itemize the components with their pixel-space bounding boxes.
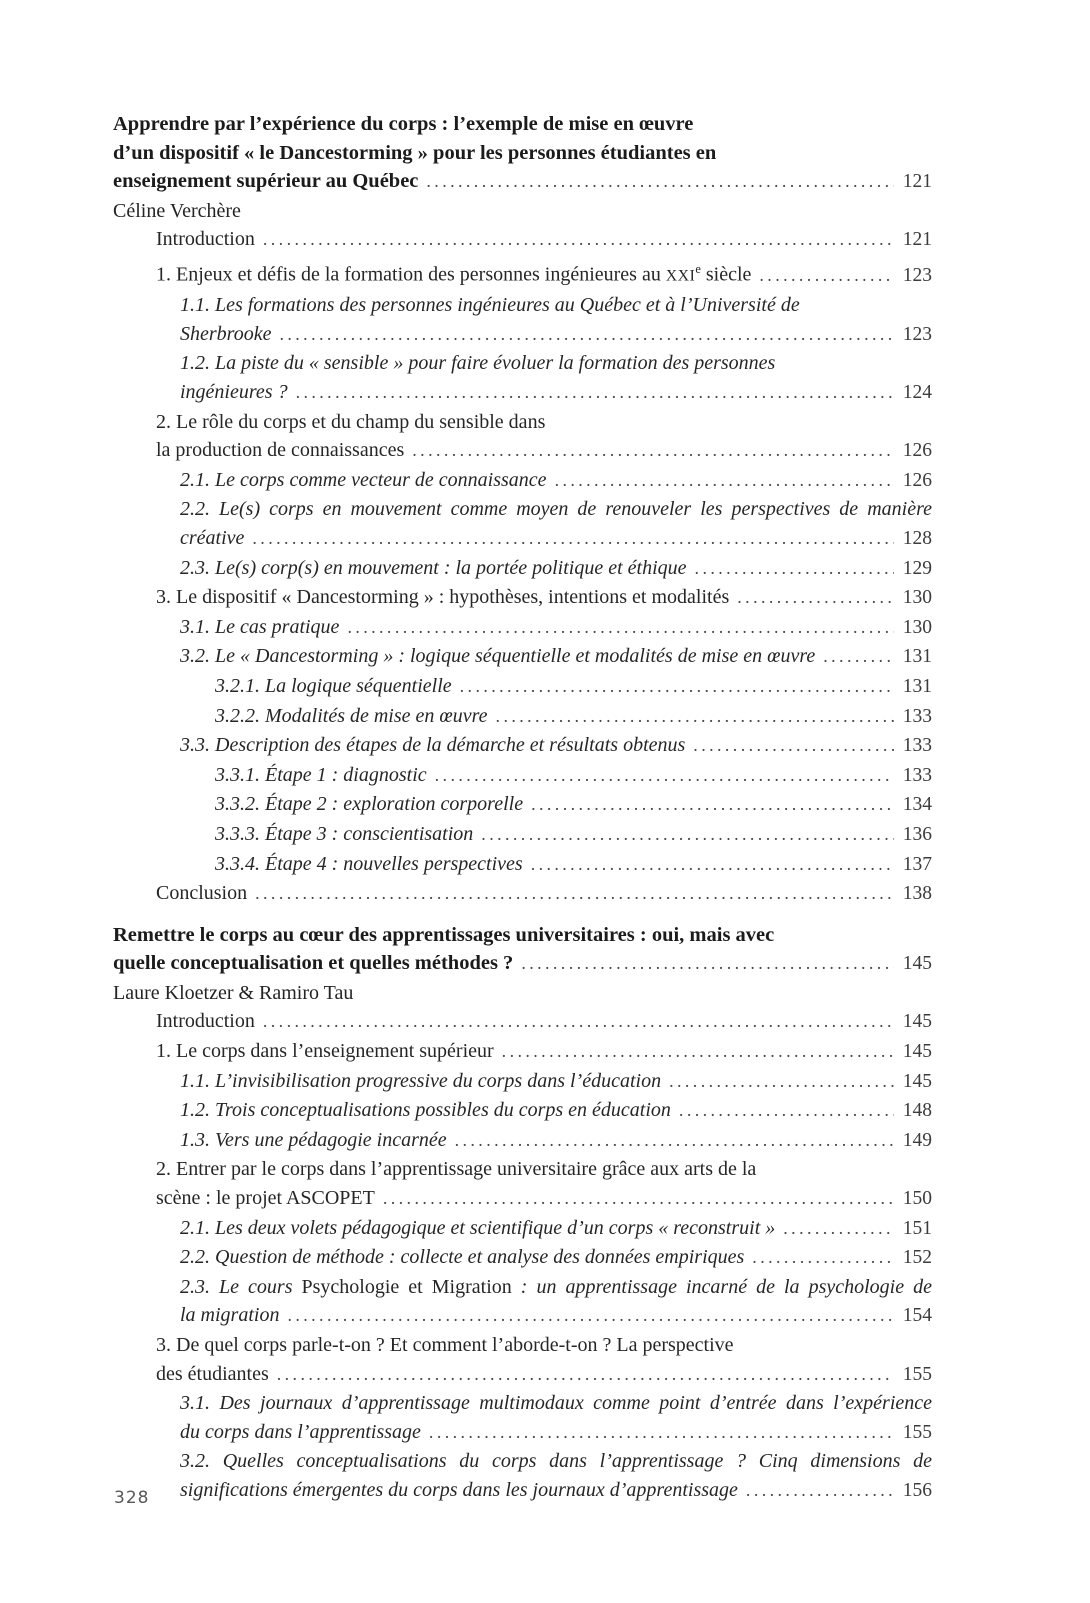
dot-leader <box>279 320 894 349</box>
text-segment: 2.2. Question de méthode : collecte et analyse des données empiriques <box>180 1246 745 1269</box>
toc-entry-line <box>215 820 932 850</box>
page-ref: 133 <box>902 705 932 727</box>
text-segment: 1.2. Trois conceptualisations possibles du corps en éducation <box>180 1099 671 1122</box>
toc-entry-line <box>180 1126 932 1156</box>
toc-entry-line-text <box>180 731 685 760</box>
toc-entry-line-text <box>180 1418 421 1447</box>
toc-entry-line-text <box>180 352 775 374</box>
toc-entry <box>113 672 932 702</box>
text-segment: quelle conceptualisation et quelles méthodes ? <box>113 952 514 975</box>
toc-entry <box>113 790 932 820</box>
toc-entry-line-text <box>180 524 244 553</box>
text-segment: d’un dispositif « le Dancestorming » pour les personnes étudiantes en <box>113 141 717 164</box>
text-segment: 3.2.2. Modalités de mise en œuvre <box>215 704 488 727</box>
text-segment: 2.3. Le(s) corp(s) en mouvement : la portée politique et éthique <box>180 556 687 579</box>
toc-entry-line <box>180 1273 932 1302</box>
dot-leader <box>746 1476 894 1505</box>
toc-entry-line <box>156 1184 932 1214</box>
page-ref: 145 <box>902 953 932 975</box>
page-ref: 136 <box>902 823 932 845</box>
page-ref: 145 <box>902 1041 932 1063</box>
text-segment: Conclusion <box>156 882 248 905</box>
text-segment: : un apprentissage incarné de la psychologie de <box>511 1275 932 1298</box>
toc-entry-line <box>180 1447 932 1476</box>
toc-entry-line-text <box>215 790 523 819</box>
text-segment: 1.3. Vers une pédagogie incarnée <box>180 1128 447 1151</box>
toc-entry-line <box>180 1067 932 1097</box>
page-ref: 133 <box>902 735 932 757</box>
text-segment: scène : le projet ASCOPET <box>156 1187 375 1210</box>
toc-entry-line <box>215 672 932 702</box>
toc-entry <box>113 1067 932 1097</box>
dot-leader <box>435 761 894 790</box>
text-segment: Introduction <box>156 228 255 251</box>
dot-leader <box>531 850 894 879</box>
toc-entry <box>113 466 932 496</box>
toc-entry <box>113 1273 932 1331</box>
dot-leader <box>296 378 894 407</box>
toc-entry-line-text <box>215 850 523 879</box>
toc-entry-line-text <box>156 1007 255 1036</box>
toc-entry-line-text <box>180 642 815 671</box>
toc-entry <box>113 879 932 909</box>
chapter-author: Céline Verchère <box>113 199 241 222</box>
page-ref: 128 <box>902 527 932 549</box>
dot-leader <box>693 731 894 760</box>
text-segment: 3.3.1. Étape 1 : diagnostic <box>215 763 427 786</box>
text-segment: 3. Le dispositif « Dancestorming » : hypothèses, intentions et modalités <box>156 586 730 609</box>
toc-entry-line <box>180 1096 932 1126</box>
text-segment: 1. Enjeux et défis de la formation des personnes ingénieures au <box>156 263 666 286</box>
toc-entry <box>113 583 932 613</box>
toc-entry-line <box>156 1007 932 1037</box>
toc-entry-line <box>180 1418 932 1448</box>
text-segment: 1.1. L’invisibilisation progressive du corps dans l’éducation <box>180 1069 662 1092</box>
text-segment: 3.2. Le « Dancestorming » : logique séquentielle et modalités de mise en œuvre <box>180 645 816 668</box>
text-segment: 1.2. La piste du « sensible » pour faire évoluer la formation des personnes <box>180 352 776 375</box>
text-segment: 3.3.3. Étape 3 : conscientisation <box>215 822 474 845</box>
text-segment: du corps dans l’apprentissage <box>180 1420 421 1443</box>
toc-entry-line <box>180 613 932 643</box>
toc-entry <box>113 1007 932 1037</box>
dot-leader <box>759 261 894 290</box>
text-segment: créative <box>180 526 245 549</box>
toc-entry-line <box>180 291 932 320</box>
chapter-title-line-text <box>113 142 716 164</box>
toc-entry-line <box>180 1476 932 1506</box>
toc-entry-line <box>156 1037 932 1067</box>
text-segment: Introduction <box>156 1010 255 1033</box>
page-ref: 155 <box>902 1363 932 1385</box>
text-segment: 2.1. Les deux volets pédagogique et scientifique d’un corps « reconstruit » <box>180 1216 776 1239</box>
toc-entry <box>113 1331 932 1389</box>
chapter-title-line <box>113 139 932 168</box>
toc-entry <box>113 495 932 553</box>
toc-entry-line <box>180 1389 932 1418</box>
dot-leader <box>460 672 894 701</box>
toc-entry-line <box>215 850 932 880</box>
toc-entry-line-text <box>180 554 687 583</box>
toc-entry-line-text <box>180 466 547 495</box>
toc-entry-line-text <box>180 1096 671 1125</box>
toc-entry-line-text <box>180 1243 744 1272</box>
toc-entry <box>113 225 932 255</box>
dot-leader <box>679 1096 894 1125</box>
dot-leader <box>531 790 894 819</box>
text-segment: Psychologie et Migration <box>301 1275 512 1298</box>
dot-leader <box>263 1007 894 1036</box>
text-segment: 2.3. Le cours <box>180 1275 302 1298</box>
page-ref: 156 <box>902 1479 932 1501</box>
text-segment: 3.2. Quelles conceptualisations du corps dans l’apprentissage ? Cinq dimensions de <box>180 1450 932 1473</box>
dot-leader <box>737 583 894 612</box>
text-segment: ingénieures ? <box>180 381 288 403</box>
page-ref: 130 <box>902 616 932 638</box>
text-segment: 2.1. Le corps comme vecteur de connaissance <box>180 468 547 491</box>
toc-entry-line-text <box>180 1476 738 1505</box>
text-segment: Apprendre par l’expérience du corps : l’exemple de mise en œuvre <box>113 113 694 135</box>
text-segment: XXI <box>665 267 696 285</box>
dot-leader <box>383 1184 894 1213</box>
chapter-title-line-text <box>113 949 513 978</box>
chapter-title-line <box>113 921 932 950</box>
page-ref: 154 <box>902 1305 932 1327</box>
text-segment: 3.3.2. Étape 2 : exploration corporelle <box>215 793 524 816</box>
toc-entry-line-text <box>180 1067 661 1096</box>
toc-entry-line-text <box>156 1334 734 1356</box>
chapter-title-line <box>113 167 932 197</box>
toc-entry-line <box>180 349 932 378</box>
toc-entry-line-text <box>156 1184 375 1213</box>
text-segment: 2.2. Le(s) corps en mouvement comme moyen de renouveler les perspectives de manière <box>180 498 932 521</box>
toc-entry-line-text <box>156 1158 756 1180</box>
toc-entry-line <box>180 320 932 350</box>
dot-leader <box>521 949 894 978</box>
toc-entry <box>113 820 932 850</box>
text-segment: significations émergentes du corps dans les journaux d’apprentissage <box>180 1478 738 1501</box>
text-segment: 2. Entrer par le corps dans l’apprentissage universitaire grâce aux arts de la <box>156 1158 757 1181</box>
toc-entry <box>113 1447 932 1505</box>
table-of-contents <box>113 110 932 1506</box>
dot-leader <box>455 1126 894 1155</box>
toc-entry-line-text <box>215 820 473 849</box>
dot-leader <box>263 225 894 254</box>
dot-leader <box>695 554 894 583</box>
toc-entry <box>113 731 932 761</box>
dot-leader <box>481 820 894 849</box>
toc-entry <box>113 1389 932 1447</box>
page-ref: 126 <box>902 440 932 462</box>
chapter-title-line-text <box>113 167 418 196</box>
page-ref: 121 <box>902 171 932 193</box>
text-segment: 2. Le rôle du corps et du champ du sensible dans <box>156 410 546 433</box>
toc-entry <box>113 1037 932 1067</box>
text-segment: des étudiantes <box>156 1362 269 1385</box>
toc-entry-line <box>180 554 932 584</box>
toc-entry-line <box>215 702 932 732</box>
text-segment: enseignement supérieur au Québec <box>113 170 419 193</box>
toc-entry-line <box>180 1243 932 1273</box>
dot-leader <box>496 702 894 731</box>
toc-entry-line <box>215 761 932 791</box>
page-ref: 145 <box>902 1070 932 1092</box>
toc-entry-line-text <box>156 879 247 908</box>
toc-entry <box>113 613 932 643</box>
chapter <box>113 921 932 1506</box>
page-ref: 150 <box>902 1188 932 1210</box>
page-ref: 133 <box>902 764 932 786</box>
text-segment: 3.1. Le cas pratique <box>180 615 340 638</box>
page-ref: 148 <box>902 1100 932 1122</box>
toc-entry <box>113 291 932 349</box>
dot-leader <box>347 613 894 642</box>
toc-entry-line-text <box>180 320 271 349</box>
toc-entry-line <box>180 731 932 761</box>
chapter-title-line-text <box>113 113 693 135</box>
dot-leader <box>287 1301 894 1330</box>
dot-leader <box>783 1214 894 1243</box>
toc-entry-line-text <box>180 1273 932 1302</box>
toc-entry <box>113 554 932 584</box>
text-segment: 1.1. Les formations des personnes ingénieures au Québec et à l’Université de <box>180 294 800 317</box>
dot-leader <box>255 879 894 908</box>
toc-entry-line <box>180 378 932 408</box>
toc-entry-line <box>156 408 932 437</box>
footer-page-number: 328 <box>114 1488 150 1508</box>
dot-leader <box>426 167 894 196</box>
toc-entry <box>113 1214 932 1244</box>
toc-entry <box>113 1096 932 1126</box>
text-segment: 1. Le corps dans l’enseignement supérieur <box>156 1040 494 1063</box>
toc-entry-line-text <box>156 255 751 291</box>
toc-entry-line <box>156 436 932 466</box>
page-ref: 151 <box>902 1217 932 1239</box>
toc-entry-line-text <box>180 613 339 642</box>
page-ref: 145 <box>902 1011 932 1033</box>
page-ref: 137 <box>902 853 932 875</box>
toc-entry <box>113 349 932 407</box>
text-segment: siècle <box>700 263 752 286</box>
toc-entry-line-text <box>156 436 404 465</box>
chapter-title-line-text <box>113 924 774 946</box>
text-segment: e <box>695 261 701 276</box>
dot-leader <box>429 1418 894 1447</box>
text-segment: la production de connaissances <box>156 439 405 462</box>
text-segment: 3.3. Description des étapes de la démarche et résultats obtenus <box>180 734 686 757</box>
text-segment: 3. De quel corps parle-t-on ? Et comment l’aborde-t-on ? La perspective <box>156 1334 734 1356</box>
text-segment: 3.3.4. Étape 4 : nouvelles perspectives <box>215 852 523 875</box>
page-ref: 129 <box>902 557 932 579</box>
toc-entry <box>113 642 932 672</box>
page-ref: 155 <box>902 1421 932 1443</box>
page-ref: 124 <box>902 382 932 403</box>
dot-leader <box>555 466 894 495</box>
toc-entry-line-text <box>215 761 427 790</box>
toc-entry <box>113 1243 932 1273</box>
dot-leader <box>412 436 894 465</box>
toc-entry-line <box>156 583 932 613</box>
toc-entry-line-text <box>215 702 488 731</box>
toc-entry-line-text <box>180 495 932 524</box>
toc-entry <box>113 1155 932 1213</box>
toc-entry-line-text <box>180 378 288 407</box>
toc-entry-line-text <box>156 1360 269 1389</box>
toc-entry-line <box>180 1214 932 1244</box>
toc-entry-line-text <box>215 672 452 701</box>
chapter-author: Laure Kloetzer & Ramiro Tau <box>113 981 354 1004</box>
toc-entry <box>113 408 932 466</box>
page-ref: 149 <box>902 1129 932 1151</box>
page-ref: 123 <box>902 264 932 286</box>
toc-entry-line <box>180 495 932 524</box>
dot-leader <box>669 1067 894 1096</box>
toc-entry-line-text <box>180 1214 775 1243</box>
toc-entry-line-text <box>180 1447 932 1476</box>
page-ref: 130 <box>902 587 932 609</box>
chapter <box>113 110 932 909</box>
toc-entry-line <box>180 1301 932 1331</box>
toc-entry-line <box>156 225 932 255</box>
text-segment: 3.2.1. La logique séquentielle <box>215 674 452 697</box>
text-segment: la migration <box>180 1304 280 1327</box>
dot-leader <box>752 1243 894 1272</box>
page-ref: 126 <box>902 469 932 491</box>
page-ref: 131 <box>902 646 932 668</box>
chapter-title-line <box>113 110 932 139</box>
dot-leader <box>252 524 894 553</box>
text-segment: Remettre le corps au cœur des apprentissages universitaires : oui, mais avec <box>113 923 775 946</box>
toc-entry-line <box>180 466 932 496</box>
toc-entry-line <box>180 524 932 554</box>
toc-entry <box>113 761 932 791</box>
page-ref: 138 <box>902 883 932 905</box>
toc-entry-line-text <box>180 1389 932 1418</box>
toc-entry-line-text <box>180 1301 279 1330</box>
toc-entry <box>113 702 932 732</box>
toc-entry-line-text <box>156 411 545 433</box>
toc-entry-line <box>156 255 932 291</box>
toc-entry-line <box>156 879 932 909</box>
page-ref: 131 <box>902 675 932 697</box>
text-segment: Sherbrooke <box>180 322 272 345</box>
toc-entry-line <box>156 1331 932 1360</box>
toc-entry-line <box>180 642 932 672</box>
page-ref: 152 <box>902 1247 932 1269</box>
page-ref: 123 <box>902 323 932 345</box>
toc-entry-line-text <box>156 1037 494 1066</box>
text-segment: 3.1. Des journaux d’apprentissage multimodaux comme point d’entrée dans l’expérience <box>180 1392 932 1415</box>
toc-entry-line-text <box>180 294 800 316</box>
page-ref: 121 <box>902 229 932 251</box>
toc-entry <box>113 1126 932 1156</box>
chapter-title-line <box>113 949 932 979</box>
dot-leader <box>277 1360 894 1389</box>
toc-entry <box>113 850 932 880</box>
dot-leader <box>502 1037 894 1066</box>
toc-entry-line <box>215 790 932 820</box>
dot-leader <box>823 642 894 671</box>
toc-entry-line <box>156 1155 932 1184</box>
toc-entry <box>113 255 932 291</box>
toc-entry-line <box>156 1360 932 1390</box>
toc-entry-line-text <box>156 225 255 254</box>
toc-entry-line-text <box>180 1126 447 1155</box>
toc-entry-line-text <box>156 583 729 612</box>
page-ref: 134 <box>902 794 932 816</box>
